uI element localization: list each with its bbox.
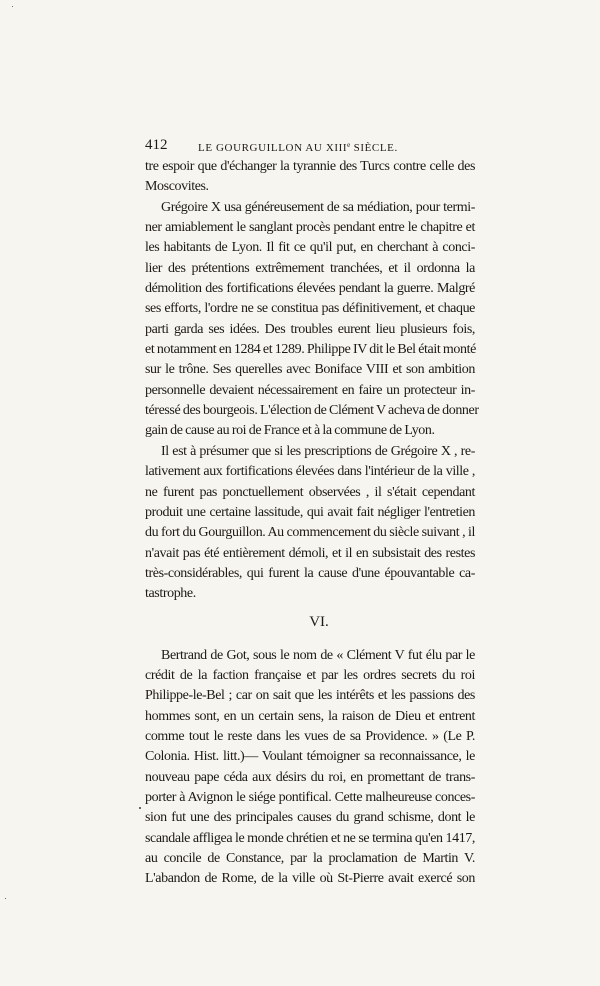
text-line: au concile de Constance, par la proclamation de Martin V. bbox=[145, 851, 475, 866]
text-line: ne furent pas ponctuellement observées , il s'était cependant bbox=[145, 484, 475, 500]
text-line: crédit de la faction française et par les ordres secrets du roi bbox=[145, 667, 475, 683]
text-line: personnelle devaient nécessairement en faire un protecteur in- bbox=[145, 382, 475, 398]
text-line: Philippe-le-Bel ; car on sait que les intérêts et les passions des bbox=[145, 688, 475, 704]
text-line: L'abandon de Rome, de la ville où St-Pierre avait exercé son bbox=[145, 871, 475, 887]
text-line: démolition des fortifications élevées pendant la guerre. Malgré bbox=[145, 281, 475, 297]
page-header bbox=[145, 136, 475, 154]
text-line: scandale affligea le monde chrétien et ne se termina qu'en 1417, bbox=[145, 830, 475, 846]
text-line: ses efforts, l'ordre ne se constitua pas définitivement, et chaque bbox=[145, 301, 475, 317]
text-line: hommes sont, en un certain sens, la raison de Dieu et entrent bbox=[145, 708, 475, 724]
text-block-2 bbox=[145, 646, 475, 890]
text-line: lativement aux fortifications élevées dans l'intérieur de la ville , bbox=[145, 464, 475, 480]
text-line: Colonia. Hist. litt.)— Voulant témoigner sa reconnaissance, le bbox=[145, 749, 475, 765]
text-line: très-considérables, qui furent la cause d'une épouvantable ca- bbox=[145, 565, 475, 581]
text-line: sion fut une des principales causes du grand schisme, dont le bbox=[145, 810, 475, 826]
text-line: téressé des bourgeois. L'élection de Clément V acheva de donner bbox=[145, 403, 479, 419]
page-number: 412 bbox=[145, 137, 168, 153]
text-line: tastrophe. bbox=[145, 586, 196, 602]
text-line: n'avait pas été entièrement démoli, et il en subsistait des restes bbox=[145, 545, 475, 561]
text-line: du fort du Gourguillon. Au commencement du siècle suivant , il bbox=[145, 525, 475, 541]
text-line: sur le trône. Ses querelles avec Boniface VIII et son ambition bbox=[145, 362, 475, 378]
running-title-main: LE GOURGUILLON AU XIII bbox=[198, 142, 348, 154]
text-line: ner amiablement le sanglant procès pendant entre le chapitre et bbox=[145, 220, 475, 236]
running-title bbox=[198, 137, 398, 157]
text-line: nouveau pape céda aux désirs du roi, en promettant de trans- bbox=[145, 769, 475, 785]
running-title-superscript: e bbox=[347, 141, 351, 149]
section-heading: VI. bbox=[309, 613, 329, 630]
text-line: tre espoir que d'échanger la tyrannie des Turcs contre celle des bbox=[145, 159, 475, 174]
page-body bbox=[145, 157, 479, 890]
running-title-end: SIÈCLE. bbox=[350, 142, 398, 154]
text-line: Moscovites. bbox=[145, 179, 209, 195]
text-block-1 bbox=[145, 157, 479, 605]
text-line: parti garda ses idées. Des troubles eurent lieu plusieurs fois, bbox=[145, 321, 475, 337]
scan-speck bbox=[5, 898, 6, 899]
text-line: gain de cause au roi de France et à la commune de Lyon. bbox=[145, 423, 435, 439]
scan-speck bbox=[12, 6, 13, 7]
text-line: lier des prétentions extrêmement tranchées, et il ordonna la bbox=[145, 260, 475, 276]
text-line: Bertrand de Got, sous le nom de « Clément V fut élu par le bbox=[161, 647, 475, 663]
text-line: Grégoire X usa généreusement de sa médiation, pour termi- bbox=[161, 199, 475, 215]
text-line: et notamment en 1284 et 1289. Philippe IV dit le Bel était monté bbox=[145, 342, 476, 358]
text-line: les habitants de Lyon. Il fit ce qu'il put, en cherchant à conci- bbox=[145, 240, 475, 256]
text-line: produit une certaine lassitude, qui avait fait négliger l'entretien bbox=[145, 504, 475, 520]
text-line: Il est à présumer que si les prescriptions de Grégoire X , re- bbox=[161, 443, 475, 459]
text-line: porter à Avignon le siége pontifical. Cette malheureuse conces- bbox=[145, 789, 475, 805]
text-line: comme tout le reste dans les vues de sa Providence. » (Le P. bbox=[145, 728, 475, 744]
scan-speck bbox=[139, 807, 141, 809]
